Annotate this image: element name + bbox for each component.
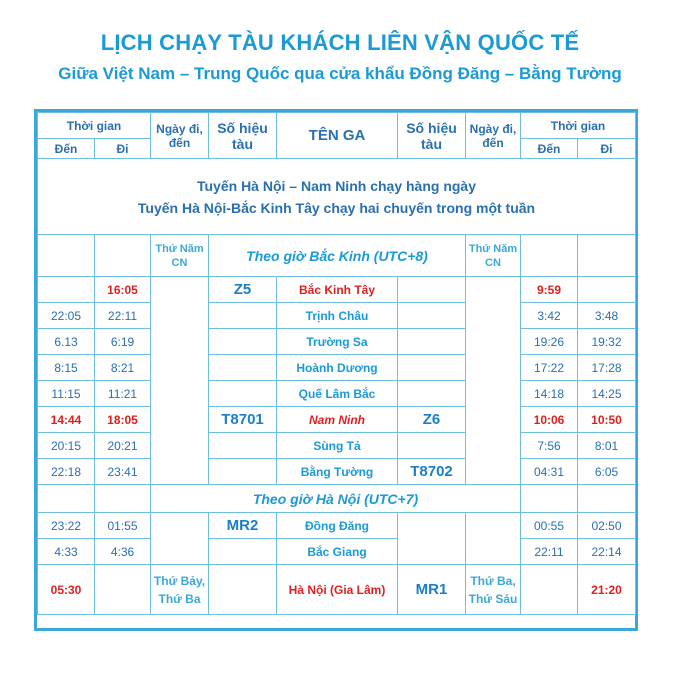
page-subtitle: Giữa Việt Nam – Trung Quốc qua cửa khẩu Đồng Đăng – Bằng Tường: [58, 64, 622, 83]
left-arrive-cell: 11:15: [38, 381, 95, 407]
left-arrive-cell: 22:05: [38, 303, 95, 329]
table-row: [38, 277, 636, 303]
right-train-cell: [398, 513, 466, 565]
right-train-cell: [398, 277, 466, 303]
right-train-cell: Z6: [398, 407, 466, 433]
left-train-cell: [209, 381, 277, 407]
empty-cell: [521, 235, 578, 277]
left-arrive-cell: 4:33: [38, 539, 95, 565]
station-header: TÊN GA: [277, 113, 398, 159]
left-train-cell: [209, 565, 277, 615]
right-depart-cell: 21:20: [578, 565, 636, 615]
left-train-cell: [209, 329, 277, 355]
table-row: [38, 303, 636, 329]
right-arrive-cell: 9:59: [521, 277, 578, 303]
left-arrive-cell: 05:30: [38, 565, 95, 615]
left-arrive-cell: 23:22: [38, 513, 95, 539]
right-depart-cell: 17:28: [578, 355, 636, 381]
left-arrive-cell: 14:44: [38, 407, 95, 433]
route-line-1: Tuyến Hà Nội – Nam Ninh chạy hàng ngày: [196, 177, 476, 194]
left-depart-cell: 01:55: [95, 513, 151, 539]
right-arrive-cell: 22:11: [521, 539, 578, 565]
right-arrive-cell: 04:31: [521, 459, 578, 485]
table-row: [38, 355, 636, 381]
right-train-cell: T8702: [398, 459, 466, 485]
station-cell: Hoành Dương: [277, 355, 398, 381]
station-cell: Đồng Đăng: [277, 513, 398, 539]
left-day-cell: Thứ Bảy, Thứ Ba: [151, 565, 209, 615]
right-depart-cell: 02:50: [578, 513, 636, 539]
left-train-cell: Z5: [209, 277, 277, 303]
left-depart-cell: 18:05: [95, 407, 151, 433]
right-train-cell: [398, 303, 466, 329]
station-cell: Bắc Kinh Tây: [277, 277, 398, 303]
right-arrive-cell: 10:06: [521, 407, 578, 433]
left-arrive-header: Đến: [38, 139, 95, 159]
right-depart-header: Đi: [578, 139, 636, 159]
left-arrive-cell: 8:15: [38, 355, 95, 381]
table-row: [38, 513, 636, 539]
page-title: LỊCH CHẠY TÀU KHÁCH LIÊN VẬN QUỐC TẾ: [100, 30, 580, 55]
right-depart-cell: 8:01: [578, 433, 636, 459]
left-train-cell: MR2: [209, 513, 277, 539]
right-date-cell: [466, 277, 521, 485]
right-train-cell: [398, 381, 466, 407]
left-date-cell: [151, 513, 209, 565]
empty-cell: [38, 485, 95, 513]
left-date-cell: [151, 277, 209, 485]
right-arrive-cell: 3:42: [521, 303, 578, 329]
empty-cell: [95, 235, 151, 277]
station-cell: Hà Nội (Gia Lâm): [277, 565, 398, 615]
route-line-2: Tuyến Hà Nội-Bắc Kinh Tây chạy hai chuyến trong một tuần: [137, 199, 536, 216]
right-depart-cell: [578, 277, 636, 303]
left-depart-cell: [95, 565, 151, 615]
left-depart-cell: 22:11: [95, 303, 151, 329]
left-depart-cell: 4:36: [95, 539, 151, 565]
left-train-cell: [209, 459, 277, 485]
empty-cell: [578, 485, 636, 513]
right-date-header: Ngày đi, đến: [466, 113, 521, 159]
right-depart-cell: 19:32: [578, 329, 636, 355]
table-row: [38, 565, 636, 615]
left-train-cell: [209, 355, 277, 381]
right-arrive-cell: 14:18: [521, 381, 578, 407]
right-date-cell: [466, 513, 521, 565]
section-beijing-time: Theo giờ Bắc Kinh (UTC+8): [209, 235, 466, 277]
right-day-label: Thứ Năm CN: [466, 235, 521, 277]
right-arrive-cell: [521, 565, 578, 615]
left-train-cell: T8701: [209, 407, 277, 433]
right-train-cell: [398, 433, 466, 459]
right-arrive-cell: 17:22: [521, 355, 578, 381]
left-arrive-cell: 20:15: [38, 433, 95, 459]
table-row: [38, 433, 636, 459]
left-arrive-cell: 6.13: [38, 329, 95, 355]
station-cell: Sùng Tả: [277, 433, 398, 459]
schedule-table: [37, 112, 636, 615]
left-depart-cell: 23:41: [95, 459, 151, 485]
empty-cell: [578, 235, 636, 277]
right-train-cell: [398, 355, 466, 381]
station-cell: Trường Sa: [277, 329, 398, 355]
left-date-header: Ngày đi, đến: [151, 113, 209, 159]
left-depart-cell: 16:05: [95, 277, 151, 303]
empty-cell: [95, 485, 151, 513]
empty-cell: [521, 485, 578, 513]
left-arrive-cell: [38, 277, 95, 303]
table-row: [38, 381, 636, 407]
right-depart-cell: 3:48: [578, 303, 636, 329]
right-arrive-cell: 00:55: [521, 513, 578, 539]
table-row: [38, 407, 636, 433]
right-train-cell: MR1: [398, 565, 466, 615]
left-depart-cell: 6:19: [95, 329, 151, 355]
empty-cell: [38, 235, 95, 277]
right-day-cell: Thứ Ba, Thứ Sáu: [466, 565, 521, 615]
right-time-header: Thời gian: [521, 113, 636, 139]
station-cell: Bằng Tường: [277, 459, 398, 485]
right-arrive-header: Đến: [521, 139, 578, 159]
left-depart-cell: 20:21: [95, 433, 151, 459]
right-train-header: Số hiệu tàu: [398, 113, 466, 159]
left-depart-header: Đi: [95, 139, 151, 159]
left-train-cell: [209, 539, 277, 565]
left-arrive-cell: 22:18: [38, 459, 95, 485]
right-depart-cell: 10:50: [578, 407, 636, 433]
left-depart-cell: 11:21: [95, 381, 151, 407]
right-depart-cell: 14:25: [578, 381, 636, 407]
table-row: [38, 539, 636, 565]
left-train-header: Số hiệu tàu: [209, 113, 277, 159]
right-depart-cell: 6:05: [578, 459, 636, 485]
left-day-label: Thứ Năm CN: [151, 235, 209, 277]
left-train-cell: [209, 433, 277, 459]
station-cell: Trịnh Châu: [277, 303, 398, 329]
section-hanoi-time: Theo giờ Hà Nội (UTC+7): [151, 485, 521, 513]
route-description: [38, 159, 636, 235]
left-train-cell: [209, 303, 277, 329]
station-cell: Bắc Giang: [277, 539, 398, 565]
station-cell: Nam Ninh: [277, 407, 398, 433]
left-depart-cell: 8:21: [95, 355, 151, 381]
station-cell: Quế Lâm Bắc: [277, 381, 398, 407]
right-depart-cell: 22:14: [578, 539, 636, 565]
right-arrive-cell: 7:56: [521, 433, 578, 459]
right-arrive-cell: 19:26: [521, 329, 578, 355]
table-row: [38, 329, 636, 355]
left-time-header: Thời gian: [38, 113, 151, 139]
right-train-cell: [398, 329, 466, 355]
table-row: [38, 459, 636, 485]
